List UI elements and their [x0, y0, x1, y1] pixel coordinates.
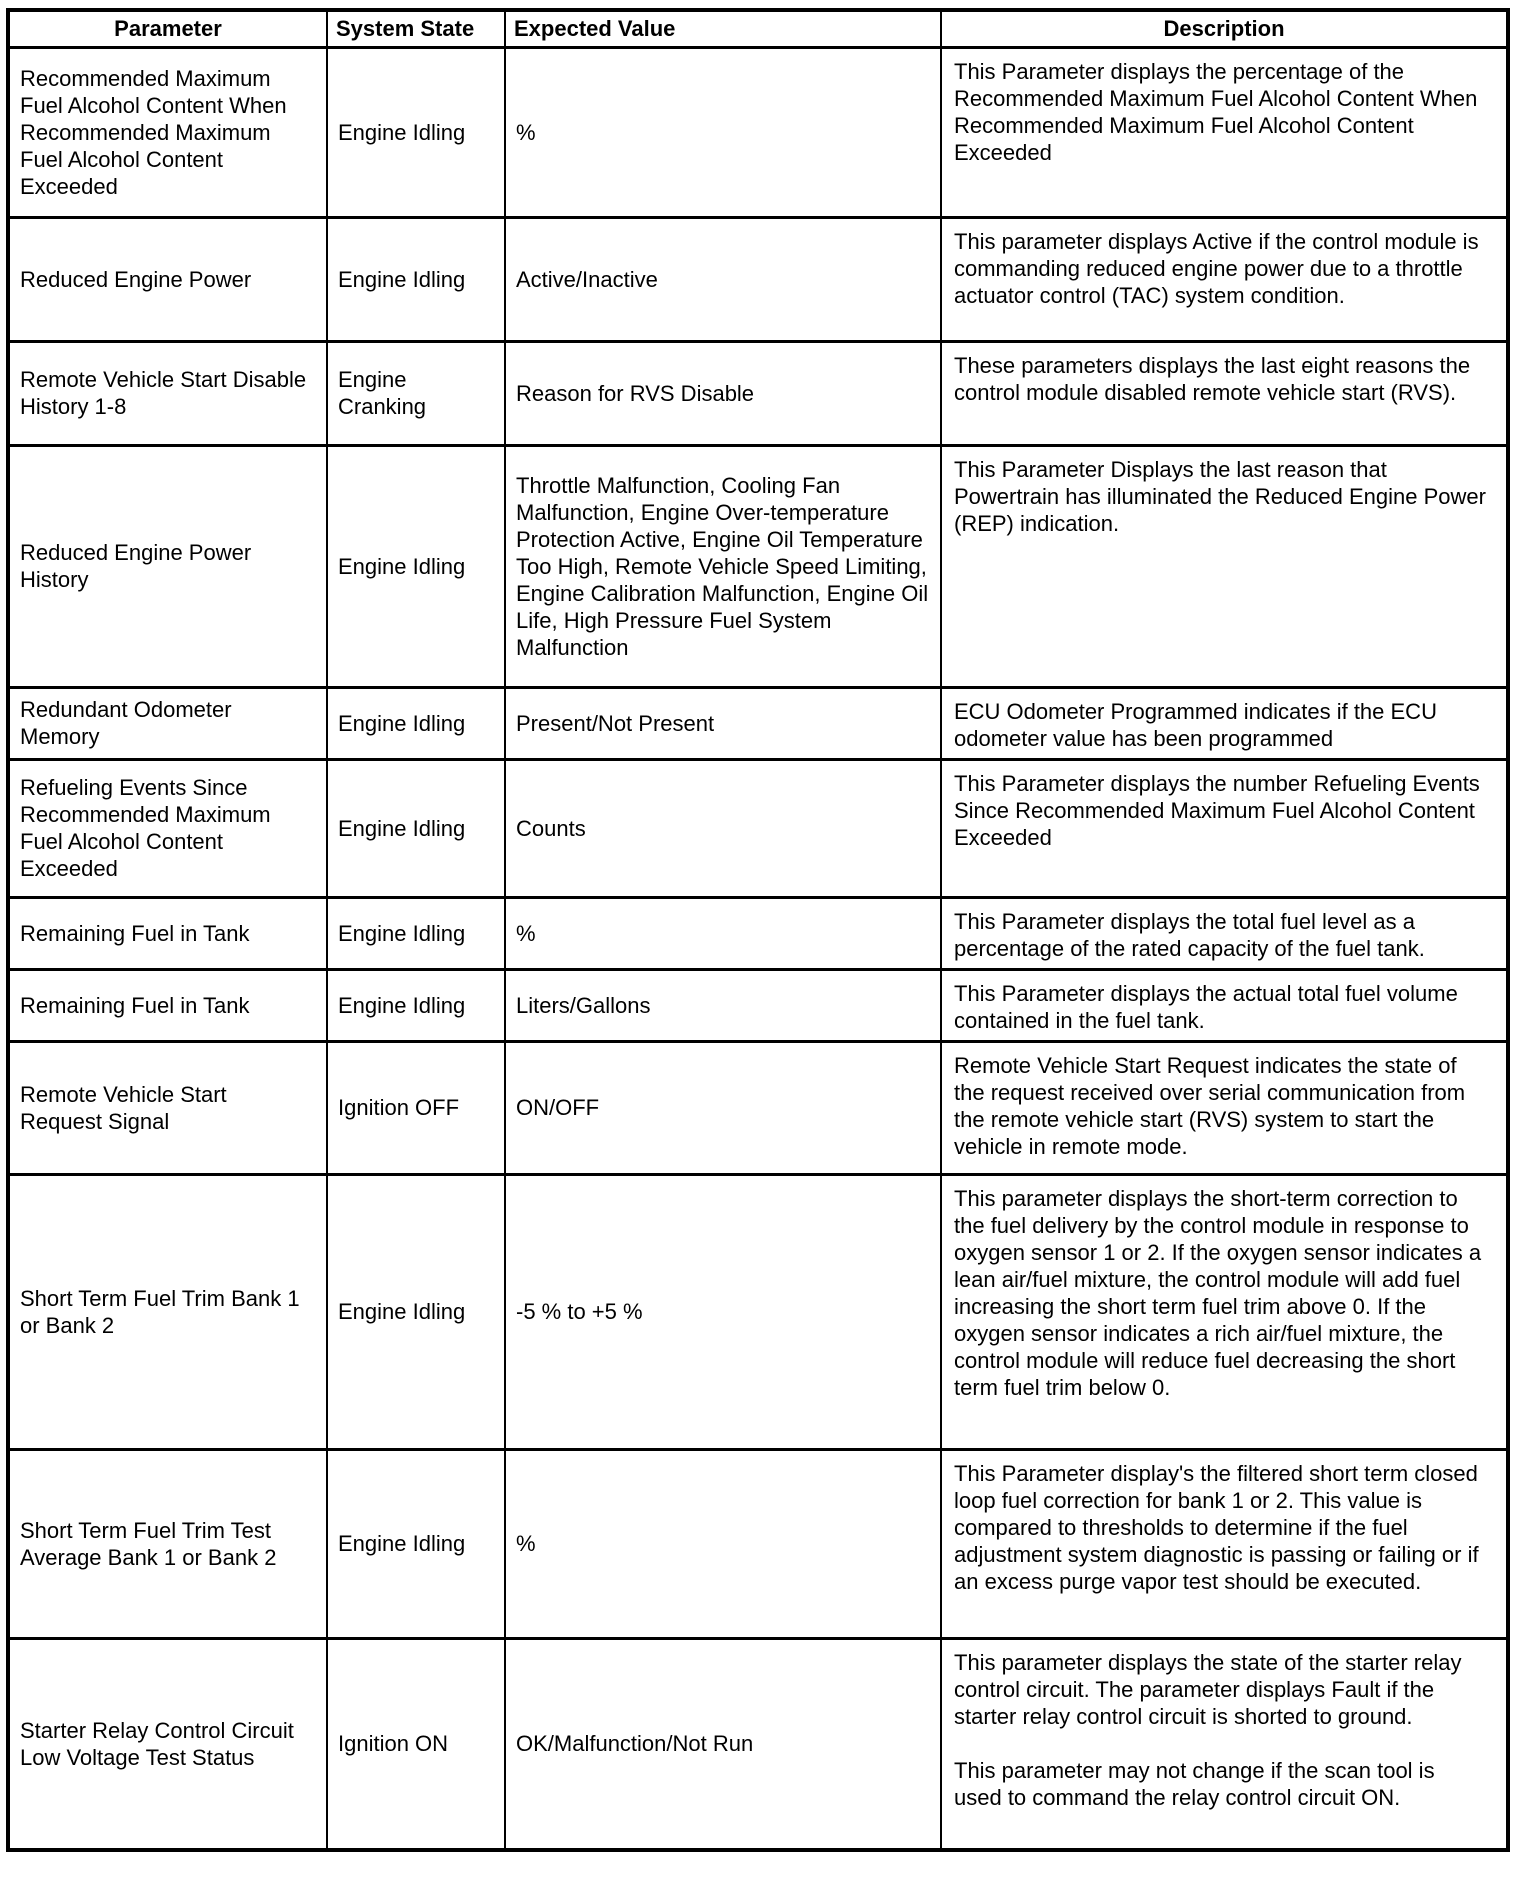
state-cell: Engine Idling	[327, 687, 505, 759]
table-row	[8, 217, 1508, 341]
desc-cell	[941, 445, 1508, 687]
state-cell: Engine Idling	[327, 47, 505, 217]
desc-cell	[941, 1449, 1508, 1638]
state-cell: Engine Idling	[327, 217, 505, 341]
state-cell: Ignition ON	[327, 1638, 505, 1850]
desc-paragraph: This parameter may not change if the scan tool is used to command the relay control circuit ON.	[954, 1757, 1435, 1810]
expected-cell: %	[505, 897, 941, 969]
desc-cell	[941, 1638, 1508, 1850]
desc-paragraph: Remote Vehicle Start Request indicates the state of the request received over serial communication from the remote vehicle start (RVS) system to start the vehicle in remote mode.	[954, 1052, 1466, 1159]
state-cell: Engine Idling	[327, 969, 505, 1041]
desc-cell	[941, 969, 1508, 1041]
table-row	[8, 47, 1508, 217]
desc-cell	[941, 1041, 1508, 1174]
table-row	[8, 445, 1508, 687]
expected-cell: Active/Inactive	[505, 217, 941, 341]
header-parameter: Parameter	[8, 10, 327, 47]
desc-cell	[941, 897, 1508, 969]
desc-paragraph: This Parameter displays the actual total fuel volume contained in the fuel tank.	[954, 980, 1458, 1033]
expected-cell: Reason for RVS Disable	[505, 341, 941, 445]
state-cell: Engine Idling	[327, 1449, 505, 1638]
table-row	[8, 897, 1508, 969]
header-description: Description	[941, 10, 1508, 47]
param-cell: Recommended Maximum Fuel Alcohol Content When Recommended Maximum Fuel Alcohol Content Exceeded	[8, 47, 327, 217]
desc-cell	[941, 1174, 1508, 1449]
table-row	[8, 687, 1508, 759]
expected-cell: Present/Not Present	[505, 687, 941, 759]
state-cell: Engine Cranking	[327, 341, 505, 445]
desc-paragraph: These parameters displays the last eight reasons the control module disabled remote vehicle start (RVS).	[954, 352, 1471, 405]
table-row	[8, 341, 1508, 445]
table-row	[8, 1449, 1508, 1638]
table-header	[8, 10, 1508, 47]
state-cell: Engine Idling	[327, 1174, 505, 1449]
param-cell: Refueling Events Since Recommended Maximum Fuel Alcohol Content Exceeded	[8, 759, 327, 897]
desc-paragraph: This parameter displays the state of the starter relay control circuit. The parameter displays Fault if the starter relay control circuit is shorted to ground.	[954, 1649, 1462, 1729]
state-cell: Engine Idling	[327, 759, 505, 897]
param-cell: Remote Vehicle Start Disable History 1-8	[8, 341, 327, 445]
document-page	[6, 8, 1510, 1852]
expected-cell: -5 % to +5 %	[505, 1174, 941, 1449]
desc-paragraph: This Parameter Displays the last reason that Powertrain has illuminated the Reduced Engine Power (REP) indication.	[954, 456, 1486, 536]
expected-cell: Liters/Gallons	[505, 969, 941, 1041]
table-row	[8, 1638, 1508, 1850]
table-row	[8, 1041, 1508, 1174]
parameter-table	[6, 8, 1510, 1852]
state-cell: Engine Idling	[327, 445, 505, 687]
param-cell: Remote Vehicle Start Request Signal	[8, 1041, 327, 1174]
param-cell: Redundant Odometer Memory	[8, 687, 327, 759]
param-cell: Remaining Fuel in Tank	[8, 897, 327, 969]
table-body	[8, 47, 1508, 1850]
expected-cell: Counts	[505, 759, 941, 897]
header-system-state: System State	[327, 10, 505, 47]
desc-cell	[941, 687, 1508, 759]
state-cell: Engine Idling	[327, 897, 505, 969]
desc-cell	[941, 341, 1508, 445]
param-cell: Reduced Engine Power	[8, 217, 327, 341]
param-cell: Short Term Fuel Trim Bank 1 or Bank 2	[8, 1174, 327, 1449]
param-cell: Short Term Fuel Trim Test Average Bank 1 or Bank 2	[8, 1449, 327, 1638]
expected-cell: %	[505, 47, 941, 217]
param-cell: Starter Relay Control Circuit Low Voltage Test Status	[8, 1638, 327, 1850]
desc-paragraph: This Parameter displays the number Refueling Events Since Recommended Maximum Fuel Alcohol Content Exceeded	[954, 770, 1480, 850]
expected-cell: Throttle Malfunction, Cooling Fan Malfunction, Engine Over-temperature Protection Active, Engine Oil Temperature Too High, Remote Vehicle Speed Limiting, Engine Calibration Malfunction, Engine Oil Life, High Pressure Fuel System Malfunction	[505, 445, 941, 687]
table-row	[8, 759, 1508, 897]
table-row	[8, 1174, 1508, 1449]
param-cell: Reduced Engine Power History	[8, 445, 327, 687]
desc-paragraph: ECU Odometer Programmed indicates if the ECU odometer value has been programmed	[954, 698, 1437, 751]
desc-cell	[941, 47, 1508, 217]
expected-cell: %	[505, 1449, 941, 1638]
header-expected-value: Expected Value	[505, 10, 941, 47]
desc-paragraph: This Parameter display's the filtered short term closed loop fuel correction for bank 1 or 2. This value is compared to thresholds to determine if the fuel adjustment system diagnostic is passing or failing or if an excess purge vapor test should be executed.	[954, 1460, 1479, 1594]
desc-paragraph: This Parameter displays the percentage of the Recommended Maximum Fuel Alcohol Content When Recommended Maximum Fuel Alcohol Content Exceeded	[954, 58, 1478, 165]
desc-paragraph: This parameter displays Active if the control module is commanding reduced engine power due to a throttle actuator control (TAC) system condition.	[954, 228, 1479, 308]
state-cell: Ignition OFF	[327, 1041, 505, 1174]
desc-paragraph: This Parameter displays the total fuel level as a percentage of the rated capacity of the fuel tank.	[954, 908, 1425, 961]
header-row	[8, 10, 1508, 47]
expected-cell: ON/OFF	[505, 1041, 941, 1174]
table-row	[8, 969, 1508, 1041]
desc-cell	[941, 759, 1508, 897]
expected-cell: OK/Malfunction/Not Run	[505, 1638, 941, 1850]
param-cell: Remaining Fuel in Tank	[8, 969, 327, 1041]
desc-paragraph: This parameter displays the short-term correction to the fuel delivery by the control module in response to oxygen sensor 1 or 2. If the oxygen sensor indicates a lean air/fuel mixture, the control module will add fuel increasing the short term fuel trim above 0. If the oxygen sensor indicates a rich air/fuel mixture, the control module will reduce fuel decreasing the short term fuel trim below 0.	[954, 1185, 1482, 1400]
desc-cell	[941, 217, 1508, 341]
